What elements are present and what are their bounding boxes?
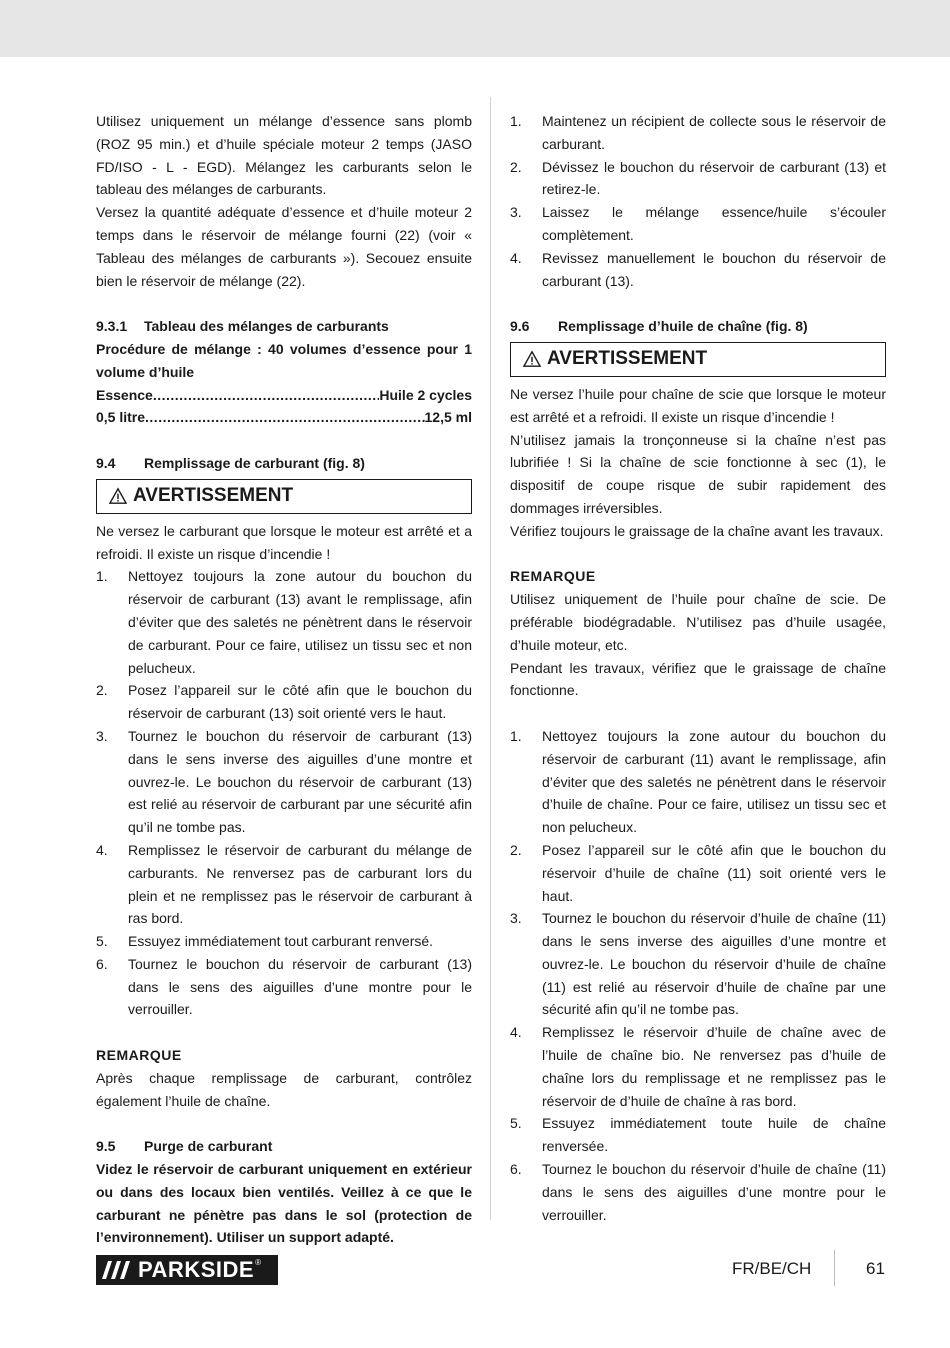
- purge-steps-list: [510, 110, 886, 292]
- warning-triangle-icon: [523, 350, 541, 368]
- remark-text: Utilisez uniquement de l’huile pour chaîne de scie. De préférable biodégradable. N’utilisez pas d’huile usagée, d’huile moteur, etc.: [510, 591, 886, 653]
- remark-text: Pendant les travaux, vérifiez que le graissage de chaîne fonctionne.: [510, 659, 886, 699]
- section-number: 9.6: [510, 318, 530, 335]
- list-item: 1. Nettoyez toujours la zone autour du bouchon du réservoir de carburant (11) avant le remplissage, afin d’éviter que des saletés ne pénètrent dans le réservoir d’huile de chaîne. Pour ce faire, utilisez un tissu sec et non pelucheux.: [510, 727, 886, 836]
- warning-text: Vérifiez toujours le graissage de la chaîne avant les travaux.: [510, 522, 884, 539]
- mix-table-row: [96, 406, 472, 429]
- mix-procedure: Procédure de mélange : 40 volumes d’essence pour 1 volume d’huile: [96, 340, 472, 380]
- list-item: 5. Essuyez immédiatement tout carburant renversé.: [96, 933, 434, 950]
- warning-text: N’utilisez jamais la tronçonneuse si la chaîne n’est pas lubrifiée ! Si la chaîne de scie fonctionne à sec (1), le dispositif de coupe risque de subir rapidement des dommages irréversibles.: [510, 431, 886, 516]
- brand-name: PARKSIDE: [138, 1257, 255, 1282]
- section-9-3-1-heading: [96, 315, 472, 338]
- remark-label: REMARQUE: [96, 1047, 182, 1064]
- list-item: 6. Tournez le bouchon du réservoir de carburant (13) dans le sens des aiguilles d’une montre pour le verrouiller.: [96, 955, 472, 1018]
- section-9-5-heading: [96, 1135, 472, 1158]
- top-bar: [0, 0, 950, 57]
- list-item: 2. Posez l’appareil sur le côté afin que le bouchon du réservoir d’huile de chaîne (11) soit orienté vers le haut.: [510, 841, 886, 904]
- section-title: Remplissage de carburant (fig. 8): [144, 454, 365, 471]
- section-9-6-heading: [510, 315, 886, 338]
- list-item: 2. Posez l’appareil sur le côté afin que le bouchon du réservoir de carburant (13) soit orienté vers le haut.: [96, 682, 472, 722]
- intro-paragraph-2: Versez la quantité adéquate d’essence et d’huile moteur 2 temps dans le réservoir de mélange fourni (22) (voir « Tableau des mélanges de carburants »). Secouez ensuite bien le réservoir de mélange (22).: [96, 204, 472, 289]
- warning-box: [96, 479, 472, 514]
- intro-paragraph-1: Utilisez uniquement un mélange d’essence sans plomb (ROZ 95 min.) et d’huile spéciale moteur 2 temps (JASO FD/ISO - L - EGD). Mélangez les carburants selon le tableau des mélanges de carburants.: [96, 113, 472, 198]
- column-divider: [490, 97, 491, 1220]
- section-title: Tableau des mélanges de carburants: [144, 318, 389, 335]
- list-item: 2. Dévissez le bouchon du réservoir de carburant (13) et retirez-le.: [510, 158, 886, 198]
- mix-cell: 0,5 litre: [96, 409, 146, 426]
- section-title: Remplissage d’huile de chaîne (fig. 8): [558, 318, 808, 335]
- section-title: Purge de carburant: [144, 1138, 273, 1155]
- list-item: 3. Laissez le mélange essence/huile s’écouler complètement.: [510, 204, 886, 243]
- section-number: 9.3.1: [96, 318, 128, 335]
- warning-box: [510, 342, 886, 377]
- list-item: 4. Revissez manuellement le bouchon du réservoir de carburant (13).: [510, 249, 886, 289]
- warning-triangle-icon: [109, 487, 127, 505]
- region-label: FR/BE/CH: [732, 1259, 812, 1278]
- footer-divider: [834, 1250, 835, 1286]
- mix-cell: 12,5 ml: [424, 409, 472, 426]
- remark-text: Après chaque remplissage de carburant, contrôlez également l’huile de chaîne.: [96, 1069, 472, 1109]
- right-column: [510, 110, 886, 1226]
- page-number: 61: [866, 1259, 885, 1278]
- list-item: 4. Remplissez le réservoir d’huile de chaîne avec de l’huile de chaîne bio. Ne renversez pas d’huile de chaîne lors du remplissage et ne remplissez pas le réservoir de d’huile de chaîne à ras bord.: [510, 1024, 886, 1109]
- remark-label: REMARQUE: [510, 568, 596, 585]
- list-item: 4. Remplissez le réservoir de carburant du mélange de carburants. Ne renversez pas de carburant lors du plein et ne remplissez pas le réservoir de carburant à ras bord.: [96, 841, 472, 927]
- mix-cell: Huile 2 cycles: [379, 386, 472, 403]
- warning-label: AVERTISSEMENT: [547, 348, 708, 370]
- list-item: 5. Essuyez immédiatement toute huile de chaîne renversée.: [510, 1115, 886, 1155]
- oil-fill-steps-list: [510, 725, 886, 1227]
- brand-stripes-icon: [96, 1255, 138, 1285]
- section-number: 9.4: [96, 454, 116, 471]
- registered-mark: ®: [255, 1257, 261, 1267]
- mix-cell: Essence: [96, 386, 153, 403]
- purge-instructions: Videz le réservoir de carburant uniquement en extérieur ou dans des locaux bien ventilés. Veillez à ce que le carburant ne pénètre pas dans le sol (protection de l’environnement). Utiliser un support adapté.: [96, 1161, 472, 1246]
- section-9-4-heading: [96, 452, 472, 475]
- list-item: 6. Tournez le bouchon du réservoir d’huile de chaîne (11) dans le sens des aiguilles d’une montre pour le verrouiller.: [510, 1161, 886, 1223]
- list-item: 1. Maintenez un récipient de collecte sous le réservoir de carburant.: [510, 113, 886, 152]
- warning-text: Ne versez l’huile pour chaîne de scie que lorsque le moteur est arrêté et a refroidi. Il existe un risque d’incendie !: [510, 385, 886, 425]
- warning-label: AVERTISSEMENT: [133, 484, 294, 506]
- refuel-steps-list: [96, 565, 472, 1021]
- list-item: 1. Nettoyez toujours la zone autour du bouchon du réservoir de carburant (13) avant le remplissage, afin d’éviter que des saletés ne pénètrent dans le réservoir de carburant. Pour ce faire, utilisez un tissu sec et non pelucheux.: [96, 568, 472, 676]
- warning-text: Ne versez le carburant que lorsque le moteur est arrêté et a refroidi. Il existe un risque d’incendie !: [96, 522, 472, 562]
- mix-table-row: [96, 384, 472, 407]
- list-item: 3. Tournez le bouchon du réservoir d’huile de chaîne (11) dans le sens inverse des aiguilles d’une montre et ouvrez-le. Le bouchon du réservoir d’huile de chaîne (11) est relié au réservoir d’huile de chaîne par une sécurité afin qu’il ne tombe pas.: [510, 910, 886, 1018]
- section-number: 9.5: [96, 1138, 116, 1155]
- left-column: [96, 110, 472, 1249]
- brand-logo: [96, 1255, 278, 1285]
- list-item: 3. Tournez le bouchon du réservoir de carburant (13) dans le sens inverse des aiguilles d’une montre et ouvrez-le. Le bouchon du réservoir de carburant (13) est relié au réservoir de carburant par une sécurité afin qu’il ne tombe pas.: [96, 727, 472, 836]
